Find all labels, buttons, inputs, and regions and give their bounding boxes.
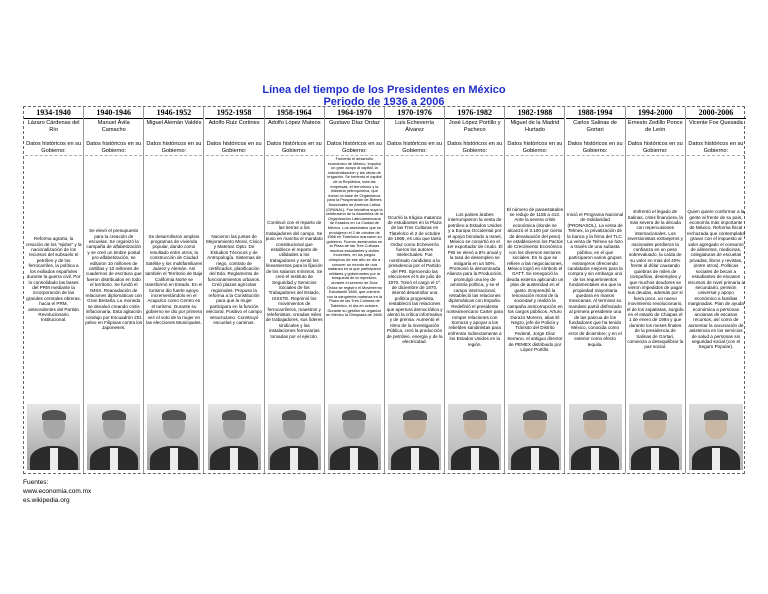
- president-column: [385, 107, 445, 473]
- portrait-shirt: [651, 448, 659, 470]
- data-label: Datos históricos en su Gobierno:: [687, 141, 745, 156]
- historical-data-text: Ocurrió la trágica matanza de estudiantes en la Plaza de las Tres Culturas en Tlatelolco el 2 de octubre de 1968, es una que tanto Ordaz como Echeverría fueron los autores intelectuales. Fue nombrado candidato a la presidencia por el Partido del PRI. Ejerciendo las elecciones el 5 de julio de 1970. Tomó el cargo el 1º. de diciembre de 1970, intentó desarrollar una política progresista, restableció las relaciones que apertura democrática y alentó la crítica informativa y de prensa. Aumentó el ritmo de la investigación Pública, creó la producción de petróleo, energía y de la electricidad.: [386, 214, 443, 344]
- data-label: Datos históricos en su Gobierno:: [627, 141, 684, 156]
- data-label: Datos históricos en su Gobierno:: [506, 141, 563, 156]
- president-name: José López Portillo y Pacheco: [448, 120, 501, 133]
- data-label: Datos históricos en su Gobierno:: [266, 141, 323, 156]
- president-portrait: [87, 404, 140, 470]
- historical-data-text: Se desarrollaron amplios programas de vivienda popular, dando como resultado entre otros, la construcción de Ciudad Satélite y los multifamiliares Juárez y Alemán. Así también el Territorio de Baja California Norte se transformó en Estado. En el turismo dio fuerte apoyo incrementándolo en el Acapulco como Centro en el turismo. Durante su gobierno se dio por primera vez el voto de la mujer en las elecciones Municipales.: [145, 233, 203, 326]
- president-name: Miguel de la Madrid Hurtado: [510, 120, 560, 133]
- portrait-hair: [42, 410, 66, 420]
- portrait-hair: [282, 410, 306, 420]
- data-label: Datos históricos en su Gobierno:: [446, 141, 503, 156]
- source-link-wikipedia[interactable]: es.wikipedia.org: [23, 497, 70, 504]
- period-years: 1988-1994: [566, 108, 625, 119]
- portrait-hair: [643, 410, 667, 420]
- president-portrait: [629, 404, 682, 470]
- data-label: Datos históricos en su Gobierno:: [567, 141, 624, 156]
- period-years: 1994-2000: [626, 108, 685, 119]
- president-portrait: [508, 404, 561, 470]
- portrait-hair: [162, 410, 186, 420]
- historical-data-text: Enfrentó el legado de Salinas, crisis financiera, la más severa de la década con repercusiones internacionales. Los inversionistas extranjeros y nacionales perdieron la confianza en un peso sobrevaluado, la caída de su valor en más del 40% frente al dólar causando quiebras de miles de compañías, desempleo y que muchos deudores se vieron impedidos de pagar sus deudas, además por si fuera poco, un nuevo movimiento revolucionario, el de los zapatistas, surgido en el estado de Chiapas el 1 de enero de 1994 y que durante los meses finales de la presidencia de Salinas de Gortari, comienza a desequilibrar la paz social.: [626, 209, 684, 350]
- president-column: [325, 107, 385, 473]
- president-column: [566, 107, 626, 473]
- timeline-table: [23, 106, 745, 474]
- period-years: 1946-1952: [144, 108, 203, 119]
- timeline-title: [0, 84, 768, 108]
- president-portrait: [388, 404, 441, 470]
- source-link-economia[interactable]: www.economia.com.mx: [23, 488, 92, 495]
- period-years: 1934-1940: [24, 108, 83, 119]
- data-label: Datos históricos en su Gobierno:: [85, 141, 142, 156]
- portrait-shirt: [230, 448, 238, 470]
- data-label: Datos históricos en su Gobierno:: [25, 141, 82, 156]
- period-years: 1964-1970: [325, 108, 384, 119]
- president-name: Lázaro Cárdenas del Río: [27, 120, 80, 133]
- sources: [23, 478, 91, 505]
- president-portrait: [328, 404, 381, 470]
- title-line-1: Línea del tiempo de los Presidentes en México: [262, 84, 506, 96]
- president-portrait: [208, 404, 261, 470]
- president-portrait: [448, 404, 501, 470]
- portrait-hair: [583, 410, 607, 420]
- portrait-shirt: [591, 448, 599, 470]
- president-column: [686, 107, 746, 473]
- portrait-shirt: [712, 448, 720, 470]
- historical-data-text: Los países árabes interrumpieron la venta de petróleo a Estados Unidos y a Europa Occidental por el apoyo brindado a Israel, México se convirtió en el 1er exportador de crudo. El PIB se elevó a 8% anual y la tasa de desempleo se mitigaría en un 50%. Promovió la denominada Alianza para la Producción, promulgó una ley de amnistía política, y se el campo internacional, restableció las relaciones diplomáticas con España. Redefinió el presidente norteamericano Carter para romper relaciones con Somoza y apoyar a los rebeldes sandinistas para enfrentar indirectamente a los Estados Unidos en la región.: [446, 211, 503, 347]
- president-portrait: [689, 404, 743, 470]
- president-name: Luis Echeverría Álvarez: [395, 120, 435, 133]
- president-portrait: [27, 404, 80, 470]
- president-name: Adolfo Ruiz Cortines: [208, 120, 260, 126]
- period-years: 1976-1982: [445, 108, 504, 119]
- president-portrait: [147, 404, 200, 470]
- historical-data-text: El número de paraestatales se redujo de 1155 a 413. Ante la severa crisis económica (donde se alcanzó el 3.100 por ciento de devaluación del peso) se establecieron los Pactos de Crecimiento Económico con los diversos sectores sociales. En lo que se refiere a las negociaciones, México logró en símbolo el GATT. Se renegoció la deuda externa aplicando un plan de austeridad en el gasto. Emprendió la renovación moral de la sociedad y realizó la campaña anticorrupción en los cargos públicos. Arturo Durazo Moreno, alias El Negro, jefe de Policía y Tránsito del Distrito Federal, Jorge Díaz Serrano, el antiguo director de PEMEX distribuido por López Portillo.: [506, 206, 564, 353]
- president-name: Carlos Salinas de Gortari: [573, 120, 617, 133]
- portrait-hair: [222, 410, 246, 420]
- historical-data-text: Reforma agraria, la creación de los "ejidos" y la nacionalización de los recursos del subsuelo el petróleo y de los ferrocarriles, la política a los exiliados españoles durante la guerra civil. Por lo consolidado las bases del PRM mediante la incorporación de las grandes centrales obreras, hacia el PRM, antecedentes del Partido Revolucionario Institucional.: [25, 236, 82, 323]
- president-portrait: [268, 404, 321, 470]
- president-name: Adolfo López Mateos: [267, 120, 321, 126]
- data-label: Datos históricos en su Gobierno:: [145, 141, 202, 156]
- portrait-shirt: [50, 448, 58, 470]
- president-name: Miguel Alemán Valdés: [146, 120, 202, 126]
- historical-data-text: Quien quiere conformar a la gente al frente de su país, economía más importante de México. Reforma fiscal rechazada que contemplaba gravar con el impuesto al valor agregado el consumo de alimentos, medicinas, colegiaturas de escuelas privadas, libros y revistas, (entre otros). Políticas sociales de becas a estudiantes de escasos recursos de nivel primaria a secundario, pensión universal y apoyo económico a familias marginadas. Plan de ayuda económica a personas ancianas de escasos recursos, así como de aumentar la vacunación de asistencia en los servicios de salud a personas sin seguridad social (con el Seguro Popular).: [686, 209, 745, 350]
- portrait-shirt: [411, 448, 419, 470]
- president-name: Vicente Fox Quesada: [689, 120, 743, 126]
- historical-data-text: Fomentó el desarrollo económico de México, impulsó un gran apoyo al capital, la industrialización y las obras de irrigación. Se fomentó el capital de la República, más las empresas, el terrorismo y la industria petroquímica, que fueron la base de Organismos para la Prosperación de Bienes Nacionales de América Latina (OPANAL). Fue iniciativa suya la celebración de la Asamblea de la Organización Latinoamericana de Estados en La Ciudad de México. Los asesinatos que se produjeron el 2 de octubre de 1968 en Tlatelolco marcaron su gobierno. Fueron asesinados en la Plaza de las Tres Culturas muchos estudiantes y civiles inocentes, en los juegos olímpicos de ese año se dio a conocer un mundo de una matanza en la que participaron militares y gobernantes por la búsqueda de la represión, durante el sexenio de Díaz Ordaz se registró el Movimiento Estudiantil 1968, que culminó con la sangrienta matanza en la Plaza de las Tres Culturas de Tlatelolco, el día en octubre. Durante su gestión se organizó en México la Olimpiada de 1968.: [325, 157, 383, 318]
- portrait-hair: [463, 410, 487, 420]
- president-column: [505, 107, 565, 473]
- president-column: [445, 107, 505, 473]
- historical-data-text: Nacieron las juntas de Mejoramiento Moral, Cívico y Material. Dpto. De Estudios Técnicos y de Antropología. Sistemas de riego, contrato de certificados, planificación del Edo. Reglamento de funcionamientos urbanos. Creó plazas agrícolas regionales. Propuso la reforma a la Constitución para que la mujer participara en la función electoral. Positivo el campo veracruzano. Construyó escuelas y caminos.: [206, 233, 263, 326]
- period-years: 1952-1958: [205, 108, 264, 119]
- portrait-shirt: [531, 448, 539, 470]
- portrait-hair: [342, 410, 366, 420]
- portrait-hair: [523, 410, 547, 420]
- portrait-hair: [704, 410, 728, 420]
- portrait-shirt: [110, 448, 118, 470]
- portrait-shirt: [170, 448, 178, 470]
- historical-data-text: Inició el Programa Nacional de Solidaridad (PRONASOL). La venta de Telmex, la privatización de la banca y la firma del TLC. La venta de Telmex se hizo a través de una subasta pública, en el que participaron varios grupos extranjeros ofreciendo candidatos mejores para la compra y sin embargo uno de los requerimientos fundamentales era que la propiedad mayoritaria quedara en manos mexicanas. Al terminar su mandato partió disfrazado al primera presidente una de las pascua de los fundadores que ha tenido México, conocida como error de diciembre; y en el exterior como efecto tequila.: [566, 211, 624, 347]
- portrait-hair: [102, 410, 126, 420]
- president-portrait: [569, 404, 622, 470]
- data-label: Datos históricos en su Gobierno:: [386, 141, 443, 156]
- period-years: 1940-1946: [84, 108, 143, 119]
- period-years: 1982-1988: [505, 108, 564, 119]
- president-column: [24, 107, 84, 473]
- president-column: [265, 107, 325, 473]
- title-line-2: Periodo de 1936 a 2006: [323, 96, 445, 108]
- president-name: Ernesto Zedillo Ponce de León: [627, 120, 683, 133]
- period-years: 2000-2006: [686, 108, 746, 119]
- president-column: [84, 107, 144, 473]
- historical-data-text: Continuó con el reparto de las tierras a los trabajadores del campo. Se puso en marcha el mandato constitucional que establece el reparto de utilidades a los trabajadores y sentó los lineamientos para la fijación de los salarios mínimos. Se creó el Instituto de Seguridad y Servicios Sociales de los Trabajadores del Estado, ISSSTE. Reprimió los movimientos de ferrocarrileros, maestros y telefonistas, creadas miles de trabajadores, sus líderes sindicales y las instalaciones ferroviarias tomadas por el ejército.: [265, 220, 323, 339]
- portrait-shirt: [290, 448, 298, 470]
- president-name: Manuel Ávila Camacho: [97, 120, 130, 133]
- period-years: 1970-1976: [385, 108, 444, 119]
- president-column: [205, 107, 265, 473]
- portrait-shirt: [471, 448, 479, 470]
- historical-data-text: Se elevó el presupuesto para la creación de escuelas. Se organizó la campaña de alfabetización y se creó un timbre postal pro-alfabetización, se editaron 10 millones de cartillas y 10 millones de cuadernos de escritura que fueron distribuidos en todo el territorio. Se fundó el IMSS. Reanudación de relaciones diplomáticas con Gran Bretaña. La moneda se devaluó creando crisis inflacionaria. Esta agitación condujo por Escuadrón 201 peleo en Filipinas contra los Japoneses.: [85, 228, 143, 331]
- portrait-hair: [403, 410, 427, 420]
- period-years: 1958-1964: [265, 108, 324, 119]
- portrait-shirt: [350, 448, 358, 470]
- sources-label: Fuentes:: [23, 479, 49, 486]
- president-name: Gustavo Díaz Ordaz: [329, 120, 380, 126]
- data-label: Datos históricos en su Gobierno:: [206, 141, 263, 156]
- president-column: [144, 107, 204, 473]
- data-label: Datos históricos en su Gobierno:: [326, 141, 383, 156]
- president-column: [626, 107, 686, 473]
